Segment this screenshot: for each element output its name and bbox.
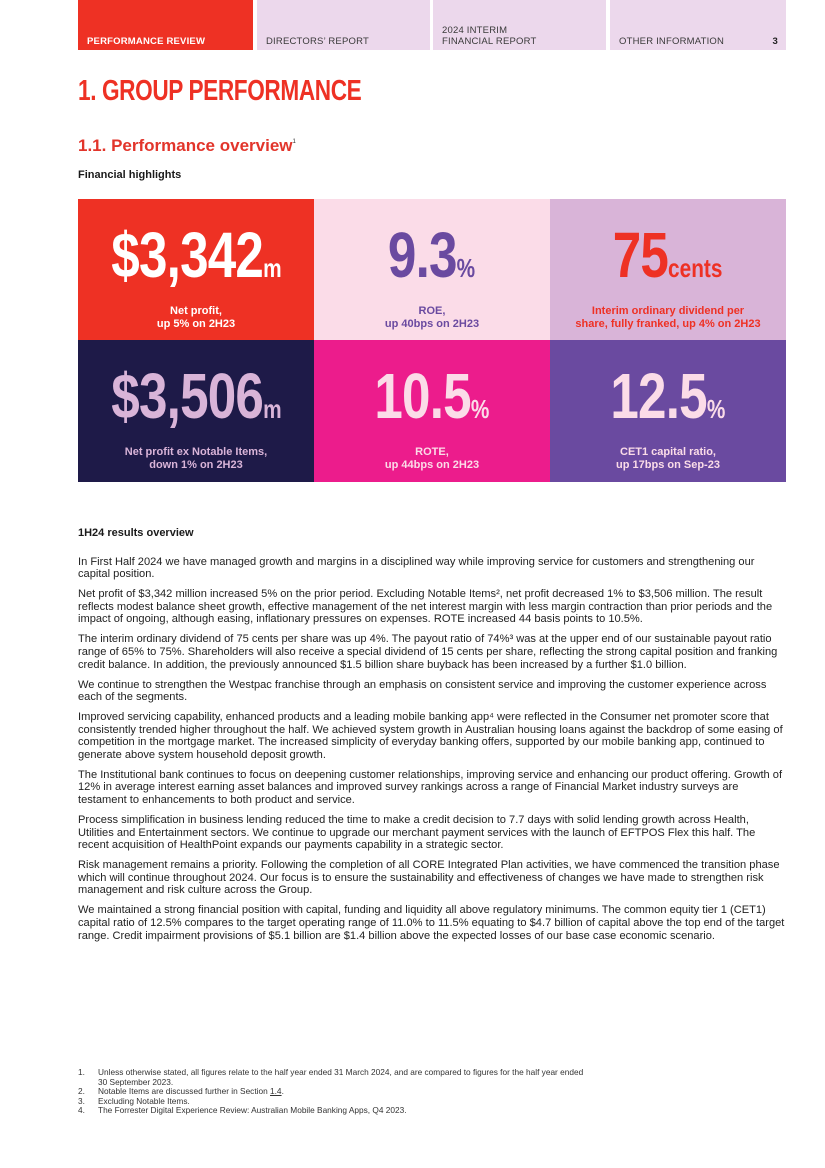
highlight-caption bbox=[565, 305, 770, 331]
highlight-value bbox=[374, 360, 490, 441]
body-paragraph: Risk management remains a priority. Following the completion of all CORE Integrated Plan activities, we have commenced the transition phase which will continue throughout 2024. Our focus is to ensure the sustainability and effectiveness of changes we have made to strengthen risk management and risk culture across the Group. bbox=[78, 859, 780, 897]
body-paragraph: The interim ordinary dividend of 75 cents per share was up 4%. The payout ratio of 74%³ was at the upper end of our sustainable payout ratio range of 65% to 75%. Shareholders will also receive a special dividend of 15 cents per share, reflecting the strong capital position and franking credit balance. In addition, the previously announced $1.5 billion share buyback has been increased by a further $1.0 billion. bbox=[78, 633, 778, 671]
tab-label: PERFORMANCE REVIEW bbox=[87, 36, 206, 47]
highlight-tile bbox=[78, 199, 314, 340]
caption-line: share, fully franked, up 4% on 2H23 bbox=[575, 318, 761, 330]
tab-label: DIRECTORS’ REPORT bbox=[266, 36, 369, 47]
highlight-number: 12.5 bbox=[610, 360, 707, 432]
body-paragraph: Net profit of $3,342 million increased 5% on the prior period. Excluding Notable Items², net profit decreased 1% to $3,506 million. The result reflects modest balance sheet growth, effective management of the net interest margin with less margin contraction than prior periods and the impact of ongoing, although easing, inflationary pressures on expenses. ROTE increased 44 basis points to 10.5%. bbox=[78, 588, 773, 626]
footnote-number: 3. bbox=[78, 1095, 85, 1106]
section-title-footnote-ref[interactable]: 1 bbox=[292, 139, 296, 145]
results-overview bbox=[78, 527, 786, 950]
highlight-value bbox=[110, 360, 282, 441]
caption-line: Interim ordinary dividend per bbox=[591, 305, 745, 317]
tab-label bbox=[442, 25, 537, 47]
tab-other-information[interactable] bbox=[610, 0, 786, 50]
footnote-text bbox=[98, 1068, 583, 1087]
highlight-value bbox=[110, 219, 282, 300]
page-title: 1. GROUP PERFORMANCE bbox=[78, 75, 362, 107]
highlight-caption bbox=[147, 305, 245, 331]
footnotes bbox=[78, 1068, 786, 1116]
highlight-tile bbox=[314, 199, 550, 340]
tab-label-line2: FINANCIAL REPORT bbox=[442, 36, 537, 47]
highlight-value bbox=[613, 219, 723, 300]
body-paragraph: In First Half 2024 we have managed growth and margins in a disciplined way while improving service for customers and strengthening our capital position. bbox=[78, 555, 755, 581]
body-paragraph: We continue to strengthen the Westpac franchise through an emphasis on consistent service and improving the customer experience across each of the segments. bbox=[78, 678, 767, 704]
page-number: 3 bbox=[772, 36, 778, 47]
caption-line: down 1% on 2H23 bbox=[149, 459, 243, 471]
section-title-text: 1.1. Performance overview bbox=[78, 136, 293, 155]
highlight-value bbox=[388, 219, 476, 300]
highlight-unit: % bbox=[457, 253, 476, 283]
tab-performance-review[interactable] bbox=[78, 0, 253, 50]
highlight-unit: % bbox=[706, 394, 726, 424]
section-link[interactable]: 1.4 bbox=[270, 1086, 282, 1097]
highlight-unit: m bbox=[262, 394, 282, 424]
section-nav bbox=[78, 0, 786, 50]
highlight-tile bbox=[550, 199, 786, 340]
footnote-text: The Forrester Digital Experience Review: Australian Mobile Banking Apps, Q4 2023. bbox=[98, 1105, 407, 1116]
caption-line: CET1 capital ratio, bbox=[620, 446, 716, 458]
footnote bbox=[78, 1068, 786, 1087]
highlight-caption bbox=[606, 446, 730, 472]
caption-line: ROE, bbox=[418, 305, 446, 317]
section-title bbox=[78, 136, 296, 156]
footnote-line: 30 September 2023. bbox=[98, 1076, 174, 1087]
highlight-tile bbox=[314, 340, 550, 482]
footnote bbox=[78, 1106, 786, 1116]
footnote-number: 1. bbox=[78, 1067, 85, 1077]
footnote-text: Excluding Notable Items. bbox=[98, 1095, 190, 1106]
results-overview-title: 1H24 results overview bbox=[78, 527, 194, 539]
highlight-caption bbox=[375, 305, 489, 331]
body-paragraph: Improved servicing capability, enhanced products and a leading mobile banking app⁴ were reflected in the Consumer net promoter score that consistently trended higher throughout the half. We achieved system growth in Australian housing loans against the backdrop of some easing of competition in the mortgage market. The increased simplicity of everyday banking offers, supported by our mobile banking app, continued to generate above system household deposit growth. bbox=[78, 711, 783, 761]
caption-line: up 44bps on 2H23 bbox=[384, 459, 480, 471]
footnote-line: Notable Items are discussed further in Section bbox=[98, 1086, 271, 1097]
highlight-unit: cents bbox=[668, 253, 723, 283]
tab-label: OTHER INFORMATION bbox=[619, 36, 725, 47]
tab-interim-financial-report[interactable] bbox=[433, 0, 606, 50]
highlight-number: 10.5 bbox=[374, 360, 471, 432]
body-paragraph: Process simplification in business lending reduced the time to make a credit decision to 7.7 days with solid lending growth across Health, Utilities and Entertainment sectors. We continue to upgrade our merchant payment services with the launch of EFTPOS Flex this half. The recent acquisition of HealthPoint expands our payments capability in a strategic sector. bbox=[78, 814, 756, 852]
caption-line: up 5% on 2H23 bbox=[156, 318, 236, 330]
caption-line: up 17bps on Sep-23 bbox=[616, 459, 720, 471]
caption-line: Net profit, bbox=[170, 305, 222, 317]
body-paragraph: The Institutional bank continues to focus on deepening customer relationships, improving service and enhancing our product offering. Growth of 12% in average interest earning asset balances and improved survey rankings across a range of Financial Market industry surveys are testament to enhancements to both product and service. bbox=[78, 768, 783, 807]
footnote-number: 2. bbox=[78, 1086, 85, 1097]
highlight-number: 9.3 bbox=[388, 219, 458, 291]
highlight-tile bbox=[550, 340, 786, 482]
caption-line: Net profit ex Notable Items, bbox=[124, 446, 268, 458]
caption-line: ROTE, bbox=[415, 446, 449, 458]
tab-label-line1: 2024 INTERIM bbox=[442, 25, 508, 36]
highlight-value bbox=[610, 360, 726, 441]
highlight-number: $3,342 bbox=[110, 219, 263, 291]
highlight-unit: % bbox=[470, 394, 490, 424]
tab-directors-report[interactable] bbox=[257, 0, 430, 50]
footnote-number: 4. bbox=[78, 1105, 85, 1116]
caption-line: up 40bps on 2H23 bbox=[384, 318, 480, 330]
highlight-number: $3,506 bbox=[110, 360, 263, 432]
highlight-caption bbox=[375, 446, 489, 472]
footnote-tail: . bbox=[281, 1086, 284, 1097]
body-paragraph: We maintained a strong financial position with capital, funding and liquidity all above regulatory minimums. The common equity tier 1 (CET1) capital ratio of 12.5% compares to the target operating range of 11.0% to 11.5% equating to $4.7 billion of capital above the top end of the target range. Credit impairment provisions of $5.1 billion are $1.4 billion above the expected losses of our base case economic scenario. bbox=[78, 904, 785, 942]
highlight-unit: m bbox=[262, 253, 282, 283]
highlight-number: 75 bbox=[613, 219, 669, 291]
footnote-line: Unless otherwise stated, all figures relate to the half year ended 31 March 2024, and are compared to figures for the half year ended bbox=[98, 1067, 584, 1077]
highlights-title: Financial highlights bbox=[78, 169, 182, 181]
highlight-caption bbox=[115, 446, 277, 472]
financial-highlights-grid bbox=[78, 199, 786, 482]
highlight-tile bbox=[78, 340, 314, 482]
